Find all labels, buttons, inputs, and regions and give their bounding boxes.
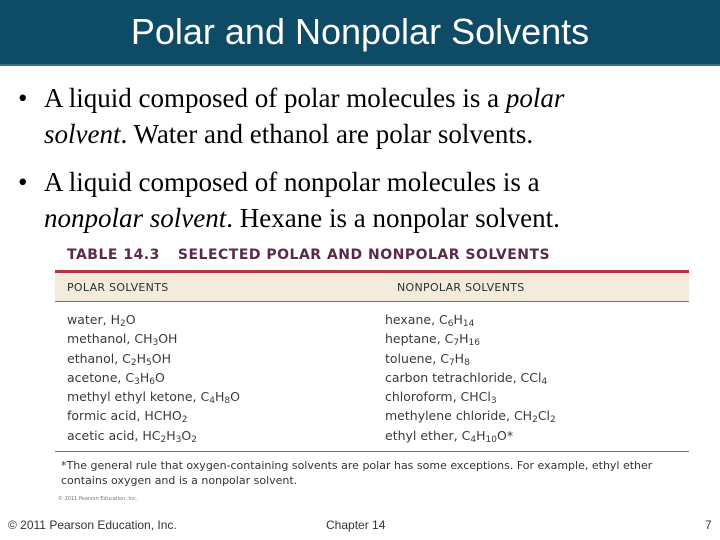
solvent-name: methylene chloride, (385, 408, 514, 424)
formula-subscript: 16 (468, 338, 480, 349)
formula-part: H (459, 331, 469, 347)
formula-part: CHCl (460, 389, 491, 405)
formula-part: C (125, 369, 135, 385)
nonpolar-solvent (385, 387, 689, 406)
formula-part: C (200, 389, 210, 405)
formula-subscript: 10 (485, 434, 497, 445)
table-footnote: *The general rule that oxygen-containing solvents are polar has some exceptions. For example, ethyl ether contains oxygen and is a nonpolar solvent. (61, 459, 653, 488)
formula-subscript: 2 (130, 357, 137, 368)
bullet-dot: • (18, 167, 28, 197)
solvent-name: water, (67, 312, 111, 327)
formula-part: C (439, 312, 448, 327)
formula-subscript: 2 (181, 415, 188, 426)
polar-solvent (55, 387, 385, 406)
formula-subscript: 6 (149, 376, 155, 387)
formula-part: OH (151, 350, 172, 366)
footer-copyright: © 2011 Pearson Education, Inc. (8, 518, 177, 532)
formula-part: C (440, 350, 449, 366)
polar-solvent (55, 310, 385, 329)
solvent-name: ethanol, (67, 350, 123, 366)
formula-part: H (214, 389, 225, 405)
formula-subscript: 2 (119, 319, 126, 329)
header-polar: POLAR SOLVENTS (67, 280, 169, 294)
nonpolar-solvent (385, 329, 689, 348)
formula-part: Cl (537, 408, 551, 424)
formula-part: H (136, 350, 147, 366)
table-row (55, 329, 689, 348)
formula-subscript: 4 (470, 434, 477, 445)
formula-part: H (476, 427, 486, 443)
bullet-item (18, 164, 708, 236)
table-row (55, 368, 689, 387)
formula-subscript: 8 (224, 396, 231, 407)
formula-part: H (454, 350, 465, 366)
table-row (55, 387, 689, 406)
term-italic: solvent (44, 119, 121, 149)
formula-part: CH (513, 408, 533, 424)
formula-part: O (181, 427, 192, 443)
solvent-name: methanol, (67, 331, 135, 347)
formula-part: H (139, 369, 150, 385)
footer-chapter: Chapter 14 (326, 518, 386, 532)
formula-part: H (166, 427, 176, 443)
formula-subscript: 3 (152, 338, 159, 349)
header-nonpolar: NONPOLAR SOLVENTS (397, 280, 525, 294)
polar-solvent (55, 368, 385, 387)
solvent-name: hexane, (385, 312, 440, 327)
formula-subscript: 2 (532, 415, 538, 426)
solvent-name: chloroform, (385, 389, 461, 405)
formula-subscript: 2 (191, 434, 197, 445)
solvents-table (55, 244, 689, 488)
table-body (55, 302, 689, 451)
solvent-name: methyl ethyl ketone, (67, 389, 201, 405)
solvent-name: toluene, (385, 350, 441, 366)
formula-part: H (110, 312, 120, 327)
formula-subscript: 2 (550, 415, 556, 426)
formula-part: CH (134, 331, 153, 347)
table-row (55, 310, 689, 329)
formula-subscript: 3 (134, 376, 140, 387)
bullet-dot: • (18, 83, 28, 113)
nonpolar-solvent (385, 406, 689, 425)
formula-part: C (461, 427, 471, 443)
bullet-text: A liquid composed of nonpolar molecules is a (44, 167, 540, 197)
formula-subscript: 5 (146, 357, 152, 368)
formula-subscript: 3 (175, 434, 182, 445)
formula-part: C (122, 350, 131, 366)
table-number: TABLE 14.3 (67, 247, 160, 263)
formula-subscript: 4 (541, 376, 548, 387)
formula-part: O* (496, 427, 514, 443)
solvent-name: acetone, (67, 369, 126, 385)
solvent-name: formic acid, (67, 408, 145, 424)
solvent-name: carbon tetrachloride, (385, 369, 521, 385)
bullet-list (18, 80, 708, 248)
bullet-text: . Hexane is a nonpolar solvent. (226, 203, 560, 233)
title-bar (0, 0, 720, 66)
solvent-name: heptane, (385, 331, 445, 347)
bullet-text: . Water and ethanol are polar solvents. (120, 119, 534, 149)
term-italic: polar (505, 83, 565, 113)
formula-subscript: 7 (448, 357, 455, 368)
formula-part: HCHO (144, 408, 182, 424)
table-title (67, 244, 689, 266)
term-italic: nonpolar solvent (44, 203, 227, 233)
formula-part: O (125, 312, 136, 327)
polar-solvent (55, 329, 385, 348)
footer-page-number: 7 (705, 518, 712, 532)
solvent-name: acetic acid, (67, 427, 143, 443)
table-row (55, 426, 689, 445)
formula-subscript: 14 (462, 319, 475, 329)
formula-subscript: 3 (490, 396, 497, 407)
bullet-item (18, 80, 708, 152)
polar-solvent (55, 406, 385, 425)
table-row (55, 406, 689, 425)
formula-part: H (453, 312, 463, 327)
formula-part: OH (158, 331, 178, 347)
solvent-name: ethyl ether, (385, 427, 462, 443)
slide-title: Polar and Nonpolar Solvents (130, 11, 590, 52)
formula-subscript: 7 (453, 338, 460, 349)
table-caption: SELECTED POLAR AND NONPOLAR SOLVENTS (177, 247, 551, 263)
polar-solvent (55, 426, 385, 445)
nonpolar-solvent (385, 310, 689, 329)
nonpolar-solvent (385, 349, 689, 368)
bullet-text: A liquid composed of polar molecules is a (44, 83, 506, 113)
table-credit: © 2011 Pearson Education, Inc. (58, 496, 138, 502)
formula-subscript: 2 (160, 434, 167, 445)
formula-subscript: 4 (209, 396, 215, 407)
formula-subscript: 8 (464, 357, 470, 368)
table-header (55, 273, 689, 301)
polar-solvent (55, 349, 385, 368)
nonpolar-solvent (385, 426, 689, 445)
formula-part: O (154, 369, 165, 385)
formula-part: HC (142, 427, 161, 443)
nonpolar-solvent (385, 368, 689, 387)
formula-part: CCl (520, 369, 542, 385)
formula-subscript: 6 (447, 319, 454, 329)
table-row (55, 349, 689, 368)
formula-part: C (444, 331, 454, 347)
formula-part: O (230, 389, 240, 405)
